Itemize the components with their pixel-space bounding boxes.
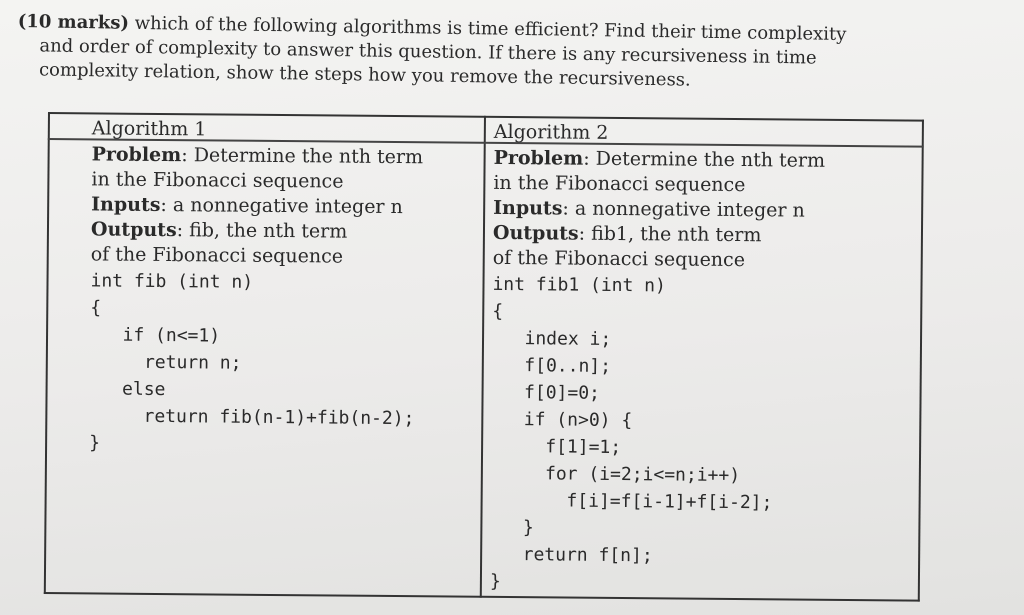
algorithm-2-code-line: f[0..n]; [491, 354, 612, 377]
algorithm-1-code-line: return n; [89, 351, 242, 374]
algorithm-1-code-line: int fib (int n) [90, 270, 254, 293]
problem-text: : Determine the nth term [583, 147, 826, 172]
algorithm-2-code-line: return f[n]; [490, 543, 653, 567]
question-line-2: and order of complexity to answer this question. If there is any recursiveness in time [39, 35, 817, 69]
algorithm-2-outputs [493, 221, 913, 250]
question-line-1: which of the following algorithms is time efficient? Find their time complexity [128, 12, 847, 46]
outputs-label: Outputs [90, 218, 177, 242]
algorithm-1-problem [92, 142, 482, 170]
inputs-label: Inputs [91, 193, 161, 216]
question-text [17, 10, 948, 97]
algorithm-2-problem-cont: in the Fibonacci sequence [493, 171, 746, 197]
algorithm-1-code-line: return fib(n-1)+fib(n-2); [89, 405, 415, 430]
algorithm-2-code-line: if (n>0) { [491, 408, 633, 432]
algorithm-2-inputs [493, 196, 913, 225]
problem-text: : Determine the nth term [181, 144, 424, 169]
algorithm-2-code-line: index i; [491, 327, 612, 350]
algorithm-2-code-line: int fib1 (int n) [492, 273, 666, 297]
inputs-label: Inputs [493, 196, 563, 220]
inputs-text: : a nonnegative integer n [160, 193, 403, 219]
question-marks: (10 marks) [17, 10, 130, 34]
algorithm-2-column [490, 120, 914, 599]
algorithm-1-code-line: { [90, 297, 102, 319]
question-line-3: complexity relation, show the steps how you remove the recursiveness. [38, 59, 691, 91]
algorithm-2-title: Algorithm 2 [493, 120, 609, 144]
algorithm-2-code-line: } [490, 516, 534, 539]
algorithm-1-problem-cont: in the Fibonacci sequence [91, 168, 344, 193]
outputs-text: : fib1, the nth term [578, 222, 762, 247]
table-border-left [44, 112, 50, 594]
outputs-label: Outputs [492, 221, 579, 245]
problem-label: Problem [493, 146, 584, 170]
algorithm-1-code-line: else [89, 378, 166, 401]
algorithm-2-code-line: f[i]=f[i-1]+f[i-2]; [490, 489, 773, 514]
algorithm-1-inputs [91, 192, 481, 220]
algorithm-1-outputs [91, 217, 481, 245]
algorithm-table [44, 112, 924, 602]
problem-label: Problem [91, 143, 182, 167]
algorithm-2-code-line: { [492, 300, 504, 322]
table-border-right [918, 120, 924, 602]
algorithm-2-code-line: for (i=2;i<=n;i++) [490, 462, 741, 487]
outputs-text: : fib, the nth term [176, 219, 348, 243]
algorithm-2-problem [494, 146, 914, 175]
algorithm-1-column [89, 116, 482, 459]
algorithm-1-title: Algorithm 1 [91, 117, 207, 141]
algorithm-2-outputs-cont: of the Fibonacci sequence [492, 246, 746, 272]
algorithm-1-code-line: } [89, 432, 101, 454]
algorithm-2-code-line: f[1]=1; [491, 435, 622, 459]
algorithm-1-outputs-cont: of the Fibonacci sequence [90, 243, 344, 268]
algorithm-2-code-line: } [489, 570, 501, 592]
algorithm-2-code-line: f[0]=0; [491, 381, 601, 404]
inputs-text: : a nonnegative integer n [562, 197, 805, 222]
algorithm-1-code-line: if (n<=1) [89, 324, 221, 347]
